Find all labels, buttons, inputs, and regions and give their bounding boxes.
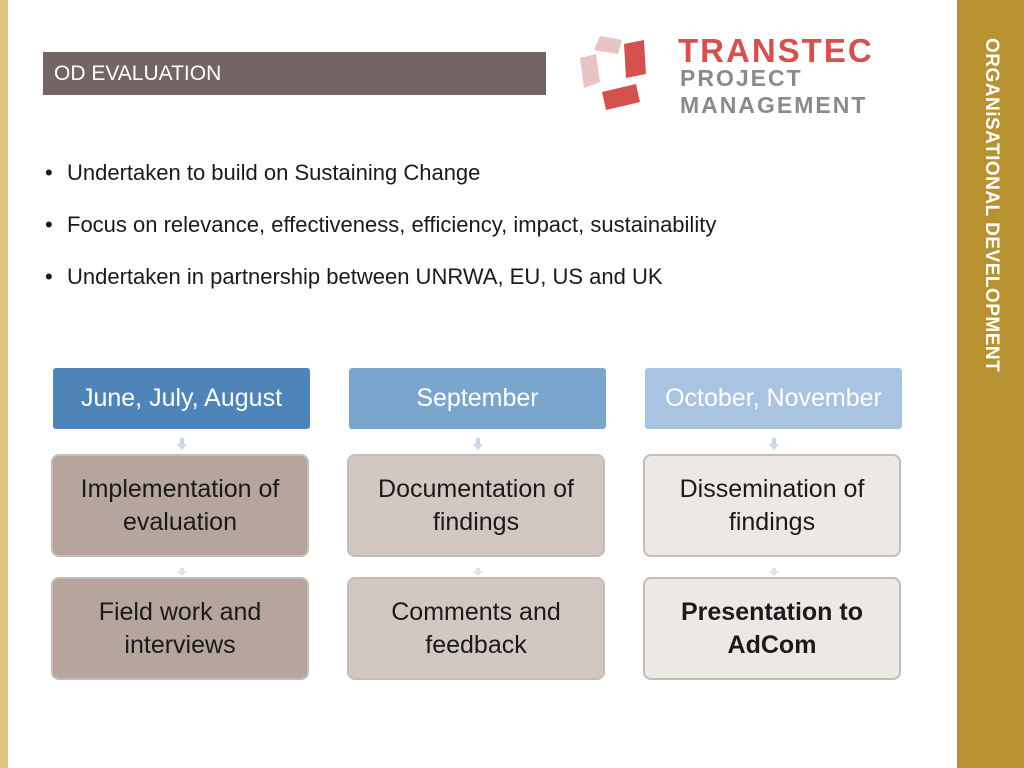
column-header-2: September: [349, 368, 606, 429]
logo-line-3: MANAGEMENT: [680, 92, 868, 118]
down-arrow-icon: [769, 437, 779, 449]
bullet-text: Focus on relevance, effectiveness, efficiency, impact, sustainability: [67, 212, 717, 237]
transtec-logo: [578, 30, 908, 120]
bullet-item: [45, 212, 716, 238]
bullet-dot-icon: •: [45, 212, 53, 237]
bullet-item: [45, 264, 716, 290]
side-label-container: [957, 0, 1024, 768]
bullet-dot-icon: •: [45, 264, 53, 289]
side-label: ORGANiSATIONAL DEVELOPMENT: [980, 38, 1002, 373]
step-box-2-1: Documentation of findings: [347, 454, 605, 557]
slide-title: OD EVALUATION: [43, 52, 546, 95]
down-arrow-icon: [769, 563, 779, 575]
step-box-1-2: Field work and interviews: [51, 577, 309, 680]
step-box-3-2: Presentation to AdCom: [643, 577, 901, 680]
logo-line-1: TRANSTEC: [678, 32, 874, 69]
down-arrow-icon: [473, 563, 483, 575]
step-box-2-2: Comments and feedback: [347, 577, 605, 680]
bullet-dot-icon: •: [45, 160, 53, 185]
left-accent-stripe: [0, 0, 8, 768]
column-header-3: October, November: [645, 368, 902, 429]
down-arrow-icon: [473, 437, 483, 449]
logo-line-2: PROJECT: [680, 65, 803, 91]
down-arrow-icon: [177, 563, 187, 575]
bullet-text: Undertaken to build on Sustaining Change: [67, 160, 481, 185]
bullet-text: Undertaken in partnership between UNRWA, EU, US and UK: [67, 264, 663, 289]
bullet-item: [45, 160, 716, 186]
bullet-list: [45, 160, 716, 316]
down-arrow-icon: [177, 437, 187, 449]
logo-mark-icon: [578, 30, 668, 120]
step-box-3-1: Dissemination of findings: [643, 454, 901, 557]
column-header-1: June, July, August: [53, 368, 310, 429]
step-box-1-1: Implementation of evaluation: [51, 454, 309, 557]
